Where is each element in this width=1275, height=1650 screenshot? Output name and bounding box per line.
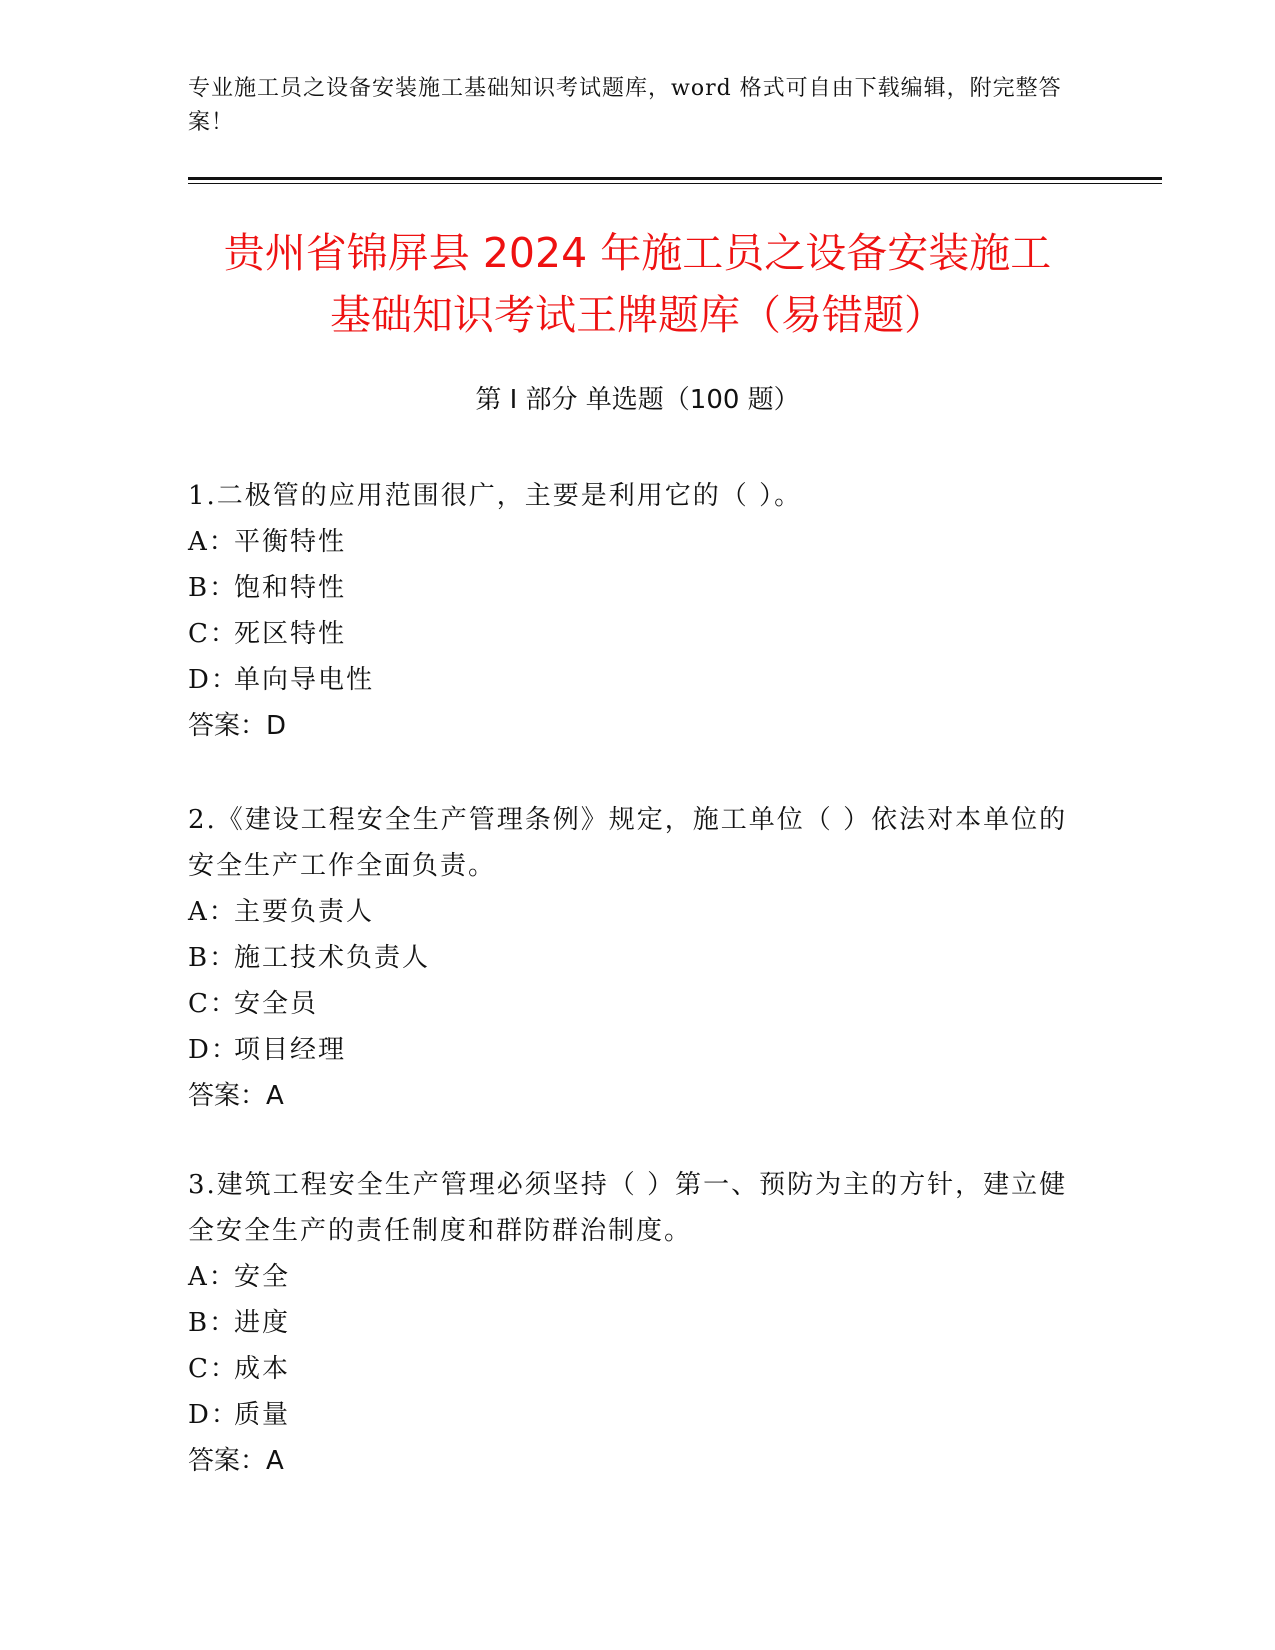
option-c [188,981,1088,1027]
option-text: 单向导电性 [234,665,375,695]
section-heading: 第 I 部分 单选题（100 题） [475,385,800,415]
option-a [188,519,1088,565]
header-note: 专业施工员之设备安装施工基础知识考试题库，word 格式可自由下载编辑，附完整答案！ [188,76,1062,135]
option-key: D： [188,1400,239,1430]
option-text: 平衡特性 [234,527,347,557]
option-key: D： [188,665,239,695]
option-a [188,889,1088,935]
answer-line: 答案：A [188,1081,284,1111]
question-stem: 2.《建设工程安全生产管理条例》规定，施工单位（ ）依法对本单位的安全生产工作全面负责。 [188,805,1068,881]
option-text: 饱和特性 [234,573,347,603]
option-text: 安全 [234,1262,291,1292]
option-key: A： [188,897,237,927]
option-b [188,1300,1088,1346]
option-key: B： [188,1308,238,1338]
option-text: 成本 [234,1354,291,1384]
question-stem: 3.建筑工程安全生产管理必须坚持（ ）第一、预防为主的方针，建立健全安全生产的责任制度和群防群治制度。 [188,1170,1068,1246]
option-a [188,1254,1088,1300]
option-d [188,1392,1088,1438]
option-key: A： [188,1262,237,1292]
option-text: 质量 [234,1400,291,1430]
option-key: A： [188,527,237,557]
option-key: D： [188,1035,239,1065]
document-title [150,222,1125,346]
question-2 [188,797,1088,1119]
option-text: 安全员 [234,989,319,1019]
option-c [188,1346,1088,1392]
question-1 [188,473,1088,749]
option-d [188,657,1088,703]
question-stem: 1.二极管的应用范围很广，主要是利用它的（ ）。 [188,481,803,511]
option-key: B： [188,573,238,603]
option-text: 进度 [234,1308,291,1338]
document-title-line-1: 贵州省锦屏县 2024 年施工员之设备安装施工 [223,229,1052,277]
option-key: C： [188,989,238,1019]
header-divider-thin [188,183,1162,184]
option-key: C： [188,1354,238,1384]
option-text: 主要负责人 [234,897,375,927]
answer-line: 答案：D [188,711,287,741]
option-text: 施工技术负责人 [234,943,431,973]
question-3 [188,1162,1088,1484]
option-d [188,1027,1088,1073]
option-b [188,935,1088,981]
header-divider-thick [188,177,1162,180]
option-key: C： [188,619,238,649]
document-title-line-2: 基础知识考试王牌题库（易错题） [330,291,945,339]
option-text: 死区特性 [234,619,347,649]
answer-line: 答案：A [188,1446,284,1476]
option-c [188,611,1088,657]
option-b [188,565,1088,611]
option-text: 项目经理 [234,1035,347,1065]
option-key: B： [188,943,238,973]
